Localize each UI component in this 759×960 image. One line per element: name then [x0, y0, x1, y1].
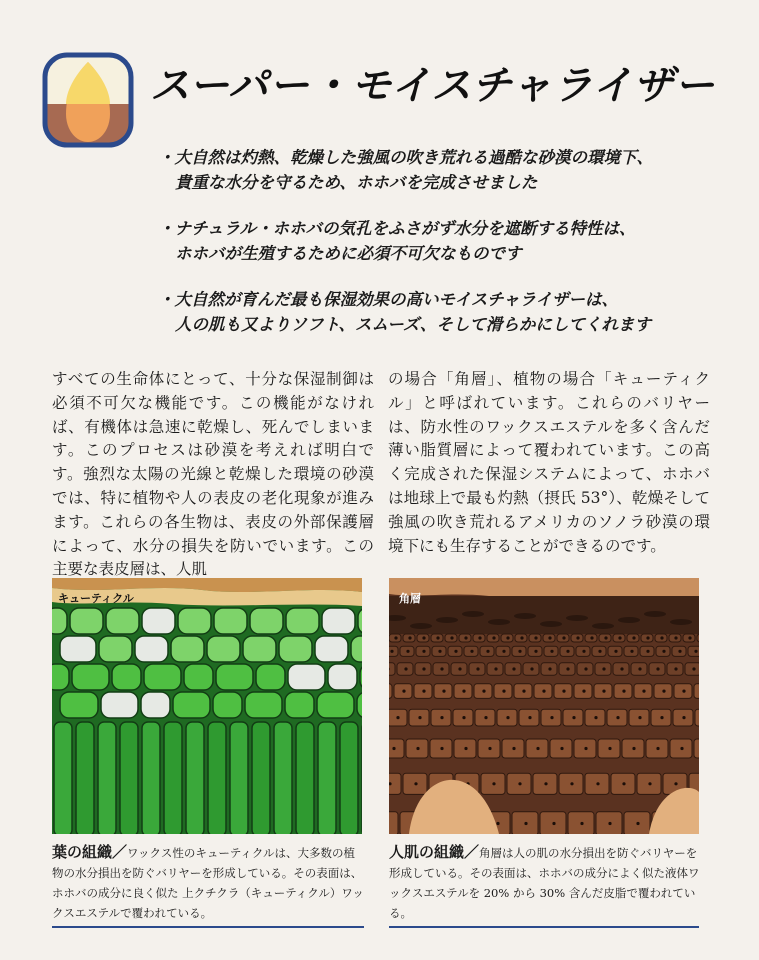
- jojoba-drop-logo: [42, 52, 134, 148]
- show-through-text: [40, 150, 160, 360]
- skin-tissue-illustration: [389, 578, 699, 834]
- skin-caption-text: 角層は人の肌の水分損出を防ぐバリヤーを形成している。その表面は、ホホバの成分によく似た液体ワックスエステルを 20% から 30% 含んだ皮脂で覆われている。: [389, 846, 700, 920]
- feature-bullets: [158, 145, 728, 358]
- leaf-caption: [52, 842, 364, 923]
- bullet-item: ・大自然が育んだ最も保湿効果の高いモイスチャライザーは、 人の肌も又よりソフト、スムーズ、そして滑らかにしてくれます: [158, 290, 651, 334]
- stratum-corneum-label: 角層: [399, 592, 421, 605]
- body-text-right: の場合「角層」、植物の場合「キューティクル」と呼ばれています。これらのバリヤーは、防水性のワックスエステルを多く含んだ薄い脂質層によって覆われています。この高く完成された保湿システムによって、ホホバは地球上で最も灼熱（摂氏 53°）、乾燥そして強風の吹き荒れるアメリカのソノラ砂漠の環境下にも生存することができるのです。: [388, 370, 710, 555]
- bullet-item: ・ナチュラル・ホホバの気孔をふさがず水分を遮断する特性は、 ホホバが生殖するために必須不可欠なものです: [158, 219, 636, 263]
- bottom-rule-left: [52, 926, 364, 928]
- leaf-caption-text: ワックス性のキューティクルは、大多数の植物の水分損出を防ぐバリヤーを形成している。その表面は、ホホバの成分に良く似た 上クチクラ（キューティクル）ワックスエステルで覆われている。: [52, 846, 364, 920]
- skin-caption-title: 人肌の組織／: [389, 843, 480, 861]
- leaf-tissue-illustration: [52, 578, 362, 834]
- leaf-caption-title: 葉の組織／: [52, 843, 128, 861]
- cuticle-label: キューティクル: [58, 592, 134, 605]
- bottom-rule-right: [389, 926, 699, 928]
- page-title: スーパー・モイスチャライザー: [150, 63, 716, 109]
- skin-caption: [389, 842, 701, 923]
- bullet-item: ・大自然は灼熱、乾燥した強風の吹き荒れる過酷な砂漠の環境下、 貴重な水分を守るため、ホホバを完成させました: [158, 148, 653, 192]
- body-text-left: すべての生命体にとって、十分な保湿制御は必須不可欠な機能です。この機能がなければ、有機体は急速に乾燥し、死んでしまいます。このプロセスは砂漠を考えれば明白です。強烈な太陽の光線と乾燥した環境の砂漠では、特に植物や人の表皮の老化現象が進みます。これらの各生物は、表皮の外部保護層によって、水分の損失を防いでいます。この主要な表皮層は、人肌: [52, 370, 374, 579]
